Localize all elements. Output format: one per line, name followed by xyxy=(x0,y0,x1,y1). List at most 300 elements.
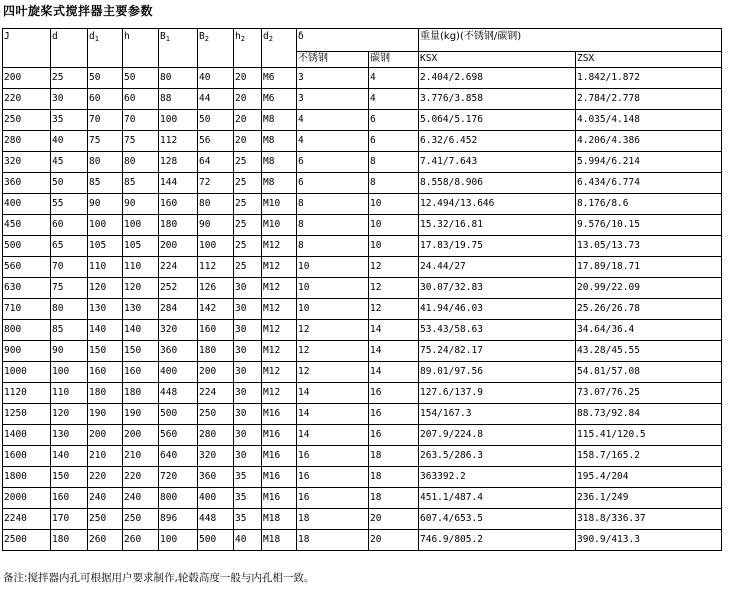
cell-weight-ksx: 2.404/2.698 xyxy=(419,68,576,89)
header-delta-carbon: 碳钢 xyxy=(369,52,419,68)
table-row xyxy=(3,131,722,152)
cell-b1: 80 xyxy=(159,68,198,89)
cell-weight-ksx: 53.43/58.63 xyxy=(419,320,576,341)
header-h2: $h_2$ xyxy=(234,29,262,68)
cell-j: 800 xyxy=(3,320,51,341)
footnote: 备注:搅拌器内孔可根据用户要求制作,轮毂高度一般与内孔相一致。 xyxy=(3,572,315,584)
cell-j: 1400 xyxy=(3,425,51,446)
cell-h2: 30 xyxy=(234,362,262,383)
table-row xyxy=(3,467,722,488)
cell-delta-carbon: 20 xyxy=(369,530,419,551)
cell-delta-stainless: 6 xyxy=(297,173,369,194)
cell-delta-carbon: 14 xyxy=(369,362,419,383)
cell-weight-zsx: 54.81/57.08 xyxy=(576,362,722,383)
cell-b1: 252 xyxy=(159,278,198,299)
cell-h: 190 xyxy=(123,404,159,425)
cell-d2: M6 xyxy=(262,68,297,89)
cell-delta-carbon: 14 xyxy=(369,320,419,341)
cell-delta-carbon: 6 xyxy=(369,110,419,131)
cell-b1: 224 xyxy=(159,257,198,278)
cell-j: 900 xyxy=(3,341,51,362)
cell-weight-zsx: 6.434/6.774 xyxy=(576,173,722,194)
cell-d2: M12 xyxy=(262,341,297,362)
cell-delta-carbon: 10 xyxy=(369,236,419,257)
table-row xyxy=(3,194,722,215)
header-row-1 xyxy=(3,29,722,52)
cell-delta-stainless: 14 xyxy=(297,404,369,425)
cell-delta-carbon: 4 xyxy=(369,68,419,89)
cell-delta-carbon: 10 xyxy=(369,194,419,215)
header-d2: $d_2$ xyxy=(262,29,297,68)
cell-weight-zsx: 9.576/10.15 xyxy=(576,215,722,236)
cell-delta-stainless: 10 xyxy=(297,299,369,320)
cell-h2: 35 xyxy=(234,509,262,530)
cell-d: 40 xyxy=(51,131,88,152)
cell-delta-stainless: 18 xyxy=(297,509,369,530)
cell-delta-carbon: 16 xyxy=(369,425,419,446)
cell-d1: 100 xyxy=(88,215,123,236)
cell-weight-ksx: 607.4/653.5 xyxy=(419,509,576,530)
cell-b1: 800 xyxy=(159,488,198,509)
header-delta-stainless: 不锈钢 xyxy=(297,52,369,68)
table-row xyxy=(3,152,722,173)
cell-d2: M8 xyxy=(262,173,297,194)
table-row xyxy=(3,530,722,551)
cell-h: 90 xyxy=(123,194,159,215)
cell-b2: 360 xyxy=(198,467,234,488)
header-weight: 重量(kg)(不锈钢/碳钢) xyxy=(419,29,722,52)
cell-d2: M12 xyxy=(262,278,297,299)
cell-delta-carbon: 14 xyxy=(369,341,419,362)
cell-j: 200 xyxy=(3,68,51,89)
header-b1: $B_1$ xyxy=(159,29,198,68)
cell-delta-stainless: 3 xyxy=(297,89,369,110)
cell-h: 200 xyxy=(123,425,159,446)
cell-h2: 35 xyxy=(234,467,262,488)
cell-d2: M18 xyxy=(262,530,297,551)
cell-j: 1000 xyxy=(3,362,51,383)
cell-delta-stainless: 14 xyxy=(297,425,369,446)
cell-d: 150 xyxy=(51,467,88,488)
cell-delta-carbon: 10 xyxy=(369,215,419,236)
cell-weight-zsx: 158.7/165.2 xyxy=(576,446,722,467)
table-row xyxy=(3,89,722,110)
cell-delta-stainless: 16 xyxy=(297,488,369,509)
cell-j: 400 xyxy=(3,194,51,215)
cell-h2: 25 xyxy=(234,194,262,215)
cell-weight-ksx: 363392.2 xyxy=(419,467,576,488)
cell-d1: 200 xyxy=(88,425,123,446)
cell-weight-ksx: 127.6/137.9 xyxy=(419,383,576,404)
cell-j: 2240 xyxy=(3,509,51,530)
cell-h: 150 xyxy=(123,341,159,362)
cell-b2: 180 xyxy=(198,341,234,362)
cell-h: 110 xyxy=(123,257,159,278)
table-row xyxy=(3,383,722,404)
cell-b1: 448 xyxy=(159,383,198,404)
header-h: h xyxy=(123,29,159,68)
cell-d: 180 xyxy=(51,530,88,551)
cell-weight-ksx: 15.32/16.81 xyxy=(419,215,576,236)
cell-d: 55 xyxy=(51,194,88,215)
cell-d2: M6 xyxy=(262,89,297,110)
cell-delta-carbon: 12 xyxy=(369,299,419,320)
cell-weight-zsx: 8.176/8.6 xyxy=(576,194,722,215)
cell-d: 130 xyxy=(51,425,88,446)
cell-b1: 100 xyxy=(159,110,198,131)
cell-d1: 150 xyxy=(88,341,123,362)
table-row xyxy=(3,341,722,362)
cell-b1: 720 xyxy=(159,467,198,488)
table-row xyxy=(3,320,722,341)
cell-b2: 142 xyxy=(198,299,234,320)
cell-delta-carbon: 18 xyxy=(369,467,419,488)
cell-weight-ksx: 24.44/27 xyxy=(419,257,576,278)
cell-d1: 180 xyxy=(88,383,123,404)
cell-d: 90 xyxy=(51,341,88,362)
cell-j: 630 xyxy=(3,278,51,299)
cell-weight-ksx: 7.41/7.643 xyxy=(419,152,576,173)
cell-weight-ksx: 746.9/805.2 xyxy=(419,530,576,551)
cell-d1: 120 xyxy=(88,278,123,299)
table-row xyxy=(3,257,722,278)
table-row xyxy=(3,446,722,467)
cell-delta-stainless: 16 xyxy=(297,467,369,488)
cell-d: 100 xyxy=(51,362,88,383)
cell-h2: 25 xyxy=(234,173,262,194)
cell-d1: 140 xyxy=(88,320,123,341)
cell-b2: 160 xyxy=(198,320,234,341)
cell-b2: 126 xyxy=(198,278,234,299)
cell-weight-zsx: 13.05/13.73 xyxy=(576,236,722,257)
cell-b2: 56 xyxy=(198,131,234,152)
header-j: J xyxy=(3,29,51,68)
cell-j: 500 xyxy=(3,236,51,257)
cell-b1: 320 xyxy=(159,320,198,341)
cell-b1: 180 xyxy=(159,215,198,236)
cell-d: 160 xyxy=(51,488,88,509)
cell-weight-zsx: 34.64/36.4 xyxy=(576,320,722,341)
cell-weight-zsx: 318.8/336.37 xyxy=(576,509,722,530)
cell-d: 75 xyxy=(51,278,88,299)
cell-weight-ksx: 5.064/5.176 xyxy=(419,110,576,131)
cell-weight-zsx: 390.9/413.3 xyxy=(576,530,722,551)
cell-b1: 640 xyxy=(159,446,198,467)
cell-b1: 360 xyxy=(159,341,198,362)
cell-d2: M16 xyxy=(262,488,297,509)
cell-d1: 130 xyxy=(88,299,123,320)
cell-b1: 284 xyxy=(159,299,198,320)
header-d: d xyxy=(51,29,88,68)
cell-d1: 260 xyxy=(88,530,123,551)
cell-weight-zsx: 4.206/4.386 xyxy=(576,131,722,152)
cell-delta-carbon: 8 xyxy=(369,152,419,173)
cell-delta-stainless: 12 xyxy=(297,362,369,383)
cell-weight-zsx: 25.26/26.78 xyxy=(576,299,722,320)
cell-delta-stainless: 3 xyxy=(297,68,369,89)
header-delta: δ xyxy=(297,29,419,52)
cell-d1: 85 xyxy=(88,173,123,194)
cell-weight-ksx: 12.494/13.646 xyxy=(419,194,576,215)
cell-weight-zsx: 1.842/1.872 xyxy=(576,68,722,89)
cell-h2: 30 xyxy=(234,446,262,467)
cell-h: 120 xyxy=(123,278,159,299)
cell-h: 50 xyxy=(123,68,159,89)
cell-b2: 72 xyxy=(198,173,234,194)
cell-h: 60 xyxy=(123,89,159,110)
cell-h2: 40 xyxy=(234,530,262,551)
cell-delta-stainless: 8 xyxy=(297,215,369,236)
cell-weight-zsx: 2.784/2.778 xyxy=(576,89,722,110)
cell-delta-stainless: 12 xyxy=(297,341,369,362)
table-row xyxy=(3,215,722,236)
cell-h2: 30 xyxy=(234,383,262,404)
cell-delta-carbon: 16 xyxy=(369,404,419,425)
cell-weight-zsx: 4.035/4.148 xyxy=(576,110,722,131)
cell-h: 75 xyxy=(123,131,159,152)
cell-delta-carbon: 18 xyxy=(369,446,419,467)
cell-weight-ksx: 207.9/224.8 xyxy=(419,425,576,446)
cell-delta-carbon: 16 xyxy=(369,383,419,404)
cell-b2: 400 xyxy=(198,488,234,509)
cell-h2: 30 xyxy=(234,299,262,320)
cell-d: 85 xyxy=(51,320,88,341)
cell-delta-stainless: 18 xyxy=(297,530,369,551)
cell-d1: 80 xyxy=(88,152,123,173)
cell-h2: 20 xyxy=(234,131,262,152)
cell-b1: 128 xyxy=(159,152,198,173)
table-row xyxy=(3,425,722,446)
cell-h2: 25 xyxy=(234,152,262,173)
header-d1: $d_1$ xyxy=(88,29,123,68)
table-row xyxy=(3,110,722,131)
cell-j: 250 xyxy=(3,110,51,131)
cell-h: 160 xyxy=(123,362,159,383)
cell-d1: 220 xyxy=(88,467,123,488)
cell-d: 120 xyxy=(51,404,88,425)
cell-delta-stainless: 8 xyxy=(297,194,369,215)
cell-b1: 100 xyxy=(159,530,198,551)
cell-h: 140 xyxy=(123,320,159,341)
cell-d1: 240 xyxy=(88,488,123,509)
cell-d1: 60 xyxy=(88,89,123,110)
cell-d1: 210 xyxy=(88,446,123,467)
cell-h2: 20 xyxy=(234,68,262,89)
cell-d2: M8 xyxy=(262,110,297,131)
cell-b2: 44 xyxy=(198,89,234,110)
cell-b1: 200 xyxy=(159,236,198,257)
header-b2: $B_2$ xyxy=(198,29,234,68)
cell-weight-ksx: 263.5/286.3 xyxy=(419,446,576,467)
cell-b1: 896 xyxy=(159,509,198,530)
cell-b2: 500 xyxy=(198,530,234,551)
cell-j: 2000 xyxy=(3,488,51,509)
table-row xyxy=(3,404,722,425)
cell-h: 260 xyxy=(123,530,159,551)
cell-b2: 112 xyxy=(198,257,234,278)
cell-weight-zsx: 17.89/18.71 xyxy=(576,257,722,278)
cell-delta-stainless: 6 xyxy=(297,152,369,173)
cell-weight-zsx: 115.41/120.5 xyxy=(576,425,722,446)
cell-weight-ksx: 89.01/97.56 xyxy=(419,362,576,383)
cell-h2: 30 xyxy=(234,320,262,341)
cell-d: 25 xyxy=(51,68,88,89)
cell-h: 240 xyxy=(123,488,159,509)
cell-d2: M12 xyxy=(262,383,297,404)
cell-weight-ksx: 3.776/3.858 xyxy=(419,89,576,110)
cell-d: 140 xyxy=(51,446,88,467)
cell-j: 1120 xyxy=(3,383,51,404)
cell-b2: 320 xyxy=(198,446,234,467)
cell-d: 65 xyxy=(51,236,88,257)
cell-h: 220 xyxy=(123,467,159,488)
cell-weight-ksx: 154/167.3 xyxy=(419,404,576,425)
cell-weight-zsx: 236.1/249 xyxy=(576,488,722,509)
cell-delta-stainless: 10 xyxy=(297,278,369,299)
header-zsx: ZSX xyxy=(576,52,722,68)
cell-weight-zsx: 195.4/204 xyxy=(576,467,722,488)
cell-j: 320 xyxy=(3,152,51,173)
cell-h2: 25 xyxy=(234,257,262,278)
cell-b2: 280 xyxy=(198,425,234,446)
table-row xyxy=(3,488,722,509)
cell-delta-carbon: 12 xyxy=(369,257,419,278)
table-row xyxy=(3,236,722,257)
cell-d: 35 xyxy=(51,110,88,131)
cell-b2: 50 xyxy=(198,110,234,131)
cell-delta-carbon: 18 xyxy=(369,488,419,509)
cell-d: 110 xyxy=(51,383,88,404)
cell-h2: 25 xyxy=(234,236,262,257)
cell-d1: 50 xyxy=(88,68,123,89)
cell-delta-stainless: 4 xyxy=(297,110,369,131)
cell-h: 210 xyxy=(123,446,159,467)
cell-d2: M16 xyxy=(262,425,297,446)
parameter-table xyxy=(2,28,722,551)
cell-d2: M16 xyxy=(262,467,297,488)
cell-d2: M16 xyxy=(262,446,297,467)
cell-h: 130 xyxy=(123,299,159,320)
cell-b1: 160 xyxy=(159,194,198,215)
table-row xyxy=(3,68,722,89)
cell-d1: 90 xyxy=(88,194,123,215)
cell-d2: M12 xyxy=(262,362,297,383)
cell-d2: M12 xyxy=(262,257,297,278)
cell-b1: 560 xyxy=(159,425,198,446)
cell-h2: 30 xyxy=(234,341,262,362)
cell-delta-carbon: 20 xyxy=(369,509,419,530)
cell-d: 80 xyxy=(51,299,88,320)
cell-b1: 144 xyxy=(159,173,198,194)
cell-delta-carbon: 8 xyxy=(369,173,419,194)
header-ksx: KSX xyxy=(419,52,576,68)
cell-b2: 40 xyxy=(198,68,234,89)
table-row xyxy=(3,173,722,194)
cell-j: 220 xyxy=(3,89,51,110)
cell-b1: 112 xyxy=(159,131,198,152)
cell-h: 80 xyxy=(123,152,159,173)
cell-weight-ksx: 17.83/19.75 xyxy=(419,236,576,257)
cell-delta-stainless: 8 xyxy=(297,236,369,257)
cell-d1: 110 xyxy=(88,257,123,278)
cell-d2: M18 xyxy=(262,509,297,530)
cell-delta-stainless: 16 xyxy=(297,446,369,467)
cell-d: 170 xyxy=(51,509,88,530)
cell-j: 1800 xyxy=(3,467,51,488)
cell-delta-stainless: 12 xyxy=(297,320,369,341)
cell-delta-stainless: 10 xyxy=(297,257,369,278)
cell-b2: 250 xyxy=(198,404,234,425)
cell-delta-carbon: 4 xyxy=(369,89,419,110)
cell-b2: 224 xyxy=(198,383,234,404)
cell-weight-zsx: 20.99/22.09 xyxy=(576,278,722,299)
cell-h2: 20 xyxy=(234,89,262,110)
cell-delta-carbon: 12 xyxy=(369,278,419,299)
cell-b2: 200 xyxy=(198,362,234,383)
cell-h: 250 xyxy=(123,509,159,530)
cell-d: 45 xyxy=(51,152,88,173)
cell-b2: 100 xyxy=(198,236,234,257)
cell-h2: 20 xyxy=(234,110,262,131)
table-row xyxy=(3,299,722,320)
cell-h2: 30 xyxy=(234,278,262,299)
cell-d2: M8 xyxy=(262,131,297,152)
cell-j: 1600 xyxy=(3,446,51,467)
cell-d1: 75 xyxy=(88,131,123,152)
cell-d2: M12 xyxy=(262,299,297,320)
cell-h: 105 xyxy=(123,236,159,257)
cell-d2: M16 xyxy=(262,404,297,425)
cell-h2: 30 xyxy=(234,425,262,446)
cell-j: 280 xyxy=(3,131,51,152)
cell-d: 30 xyxy=(51,89,88,110)
cell-j: 450 xyxy=(3,215,51,236)
cell-weight-zsx: 73.07/76.25 xyxy=(576,383,722,404)
cell-weight-ksx: 30.07/32.83 xyxy=(419,278,576,299)
cell-j: 1250 xyxy=(3,404,51,425)
cell-d2: M8 xyxy=(262,152,297,173)
table-row xyxy=(3,362,722,383)
page-title: 四叶旋桨式搅拌器主要参数 xyxy=(3,4,154,18)
cell-h2: 30 xyxy=(234,404,262,425)
cell-d1: 160 xyxy=(88,362,123,383)
cell-h: 180 xyxy=(123,383,159,404)
cell-b1: 88 xyxy=(159,89,198,110)
cell-d2: M10 xyxy=(262,215,297,236)
cell-d: 50 xyxy=(51,173,88,194)
cell-weight-ksx: 75.24/82.17 xyxy=(419,341,576,362)
cell-weight-zsx: 43.28/45.55 xyxy=(576,341,722,362)
cell-weight-ksx: 41.94/46.03 xyxy=(419,299,576,320)
cell-j: 560 xyxy=(3,257,51,278)
cell-d1: 105 xyxy=(88,236,123,257)
cell-weight-zsx: 5.994/6.214 xyxy=(576,152,722,173)
cell-h2: 35 xyxy=(234,488,262,509)
cell-h: 85 xyxy=(123,173,159,194)
cell-d2: M12 xyxy=(262,236,297,257)
cell-d2: M12 xyxy=(262,320,297,341)
cell-weight-zsx: 88.73/92.84 xyxy=(576,404,722,425)
cell-b2: 80 xyxy=(198,194,234,215)
table-row xyxy=(3,278,722,299)
cell-d1: 250 xyxy=(88,509,123,530)
cell-delta-stainless: 4 xyxy=(297,131,369,152)
table-row xyxy=(3,509,722,530)
cell-b1: 400 xyxy=(159,362,198,383)
cell-d1: 190 xyxy=(88,404,123,425)
cell-weight-ksx: 8.558/8.906 xyxy=(419,173,576,194)
cell-h2: 25 xyxy=(234,215,262,236)
